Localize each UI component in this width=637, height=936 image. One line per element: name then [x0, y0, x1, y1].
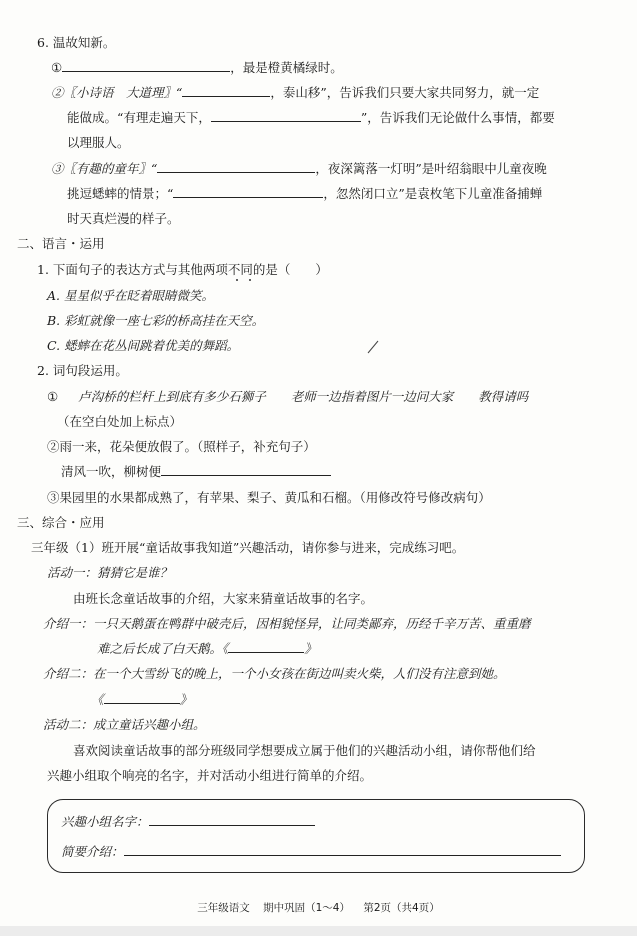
answer-blank[interactable]	[173, 185, 323, 198]
s2-q2-part1: ① 卢沟桥的栏杆上到底有多少石狮子 老师一边指着图片一边问大家 教得请吗	[47, 389, 529, 404]
emphasis-dot	[236, 279, 238, 281]
footer-unit: 期中巩固（1～4）	[263, 902, 350, 914]
answer-blank[interactable]	[211, 109, 361, 122]
activity1-desc: 由班长念童话故事的介绍，大家来猜童话故事的名字。	[73, 591, 374, 606]
q6-item1	[51, 59, 343, 76]
answer-blank[interactable]	[182, 84, 270, 97]
s2-q2-part2: ②雨一来，花朵便放假了。（照样子，补充句子）	[47, 439, 316, 454]
q6-title: 6. 温故知新。	[37, 35, 116, 50]
answer-box	[47, 799, 585, 873]
q6-item3-line1: ③〖有趣的童年〗“ ，夜深篱落一灯明”是叶绍翁眼中儿童夜晚	[51, 161, 547, 176]
intro2-line2: 《 》	[91, 692, 193, 707]
s2-q2-part3: ③果园里的水果都成熟了，有苹果、梨子、黄瓜和石榴。（用修改符号修改病句）	[47, 490, 491, 505]
intro1-line1: 介绍一：一只天鹅蛋在鸭群中破壳后，因相貌怪异，让同类鄙弃，历经千辛万苦、重重磨	[43, 616, 531, 631]
s2-q2-part1-note: （在空白处加上标点）	[57, 414, 183, 429]
brief-intro-row: 简要介绍：	[61, 843, 561, 860]
q6-item1-text: ，最是橙黄橘绿时。	[230, 60, 343, 75]
footer-subject: 三年级语文	[197, 902, 250, 914]
answer-blank[interactable]	[62, 59, 230, 72]
option-c[interactable]: C. 蟋蟀在花丛间跳着优美的舞蹈。	[47, 338, 240, 353]
section2-title: 二、语言・运用	[17, 236, 105, 251]
group-name-row: 兴趣小组名字：	[61, 813, 315, 830]
activity2-desc-line1: 喜欢阅读童话故事的部分班级同学想要成立属于他们的兴趣活动小组，请你帮他们给	[73, 743, 536, 758]
emphasis-dot	[249, 279, 251, 281]
q6-item2-line3: 以理服人。	[67, 135, 130, 150]
option-a[interactable]: A. 星星似乎在眨着眼睛微笑。	[47, 288, 214, 303]
q6-item2-line2: 能做成。“有理走遍天下， ”，告诉我们无论做什么事情，都要	[67, 110, 555, 125]
s2-q2: 2. 词句段运用。	[37, 363, 128, 378]
q6-item3-line3: 时天真烂漫的样子。	[67, 211, 180, 226]
q6-item3-line2: 挑逗蟋蟀的情景；“ ，忽然闭口立”是袁枚笔下儿童准备捕蝉	[67, 186, 543, 201]
pen-stroke-mark	[366, 338, 382, 356]
s3-intro: 三年级（1）班开展“童话故事我知道”兴趣活动，请你参与进来，完成练习吧。	[31, 540, 465, 555]
s2-q1: 1. 下面句子的表达方式与其他两项不同的是（ ）	[37, 262, 328, 277]
activity1-title: 活动一：猜猜它是谁？	[47, 565, 173, 580]
answer-blank[interactable]	[157, 160, 315, 173]
intro2-line1: 介绍二：在一个大雪纷飞的晚上，一个小女孩在街边叫卖火柴，人们没有注意到她。	[43, 666, 506, 681]
footer-page: 第2页（共4页）	[363, 902, 440, 914]
page-footer	[0, 900, 637, 915]
activity2-desc-line2: 兴趣小组取个响亮的名字，并对活动小组进行简单的介绍。	[47, 768, 373, 783]
activity2-title: 活动二：成立童话兴趣小组。	[43, 717, 206, 732]
intro1-line2: 难之后长成了白天鹅。《 》	[97, 641, 317, 656]
bottom-edge	[0, 926, 637, 936]
brief-intro-input[interactable]	[124, 843, 561, 856]
s2-q2-part2-answer: 清风一吹，柳树便	[61, 463, 331, 480]
answer-blank[interactable]	[228, 640, 304, 653]
section3-title: 三、综合・应用	[17, 515, 105, 530]
q6-item1-num: ①	[51, 60, 63, 75]
option-b[interactable]: B. 彩虹就像一座七彩的桥高挂在天空。	[47, 313, 265, 328]
answer-blank[interactable]	[161, 463, 331, 476]
group-name-input[interactable]	[149, 813, 315, 826]
q6-item2-line1: ②〖小诗语 大道理〗“ ，泰山移”，告诉我们只要大家共同努力，就一定	[51, 85, 540, 100]
answer-blank[interactable]	[104, 691, 180, 704]
